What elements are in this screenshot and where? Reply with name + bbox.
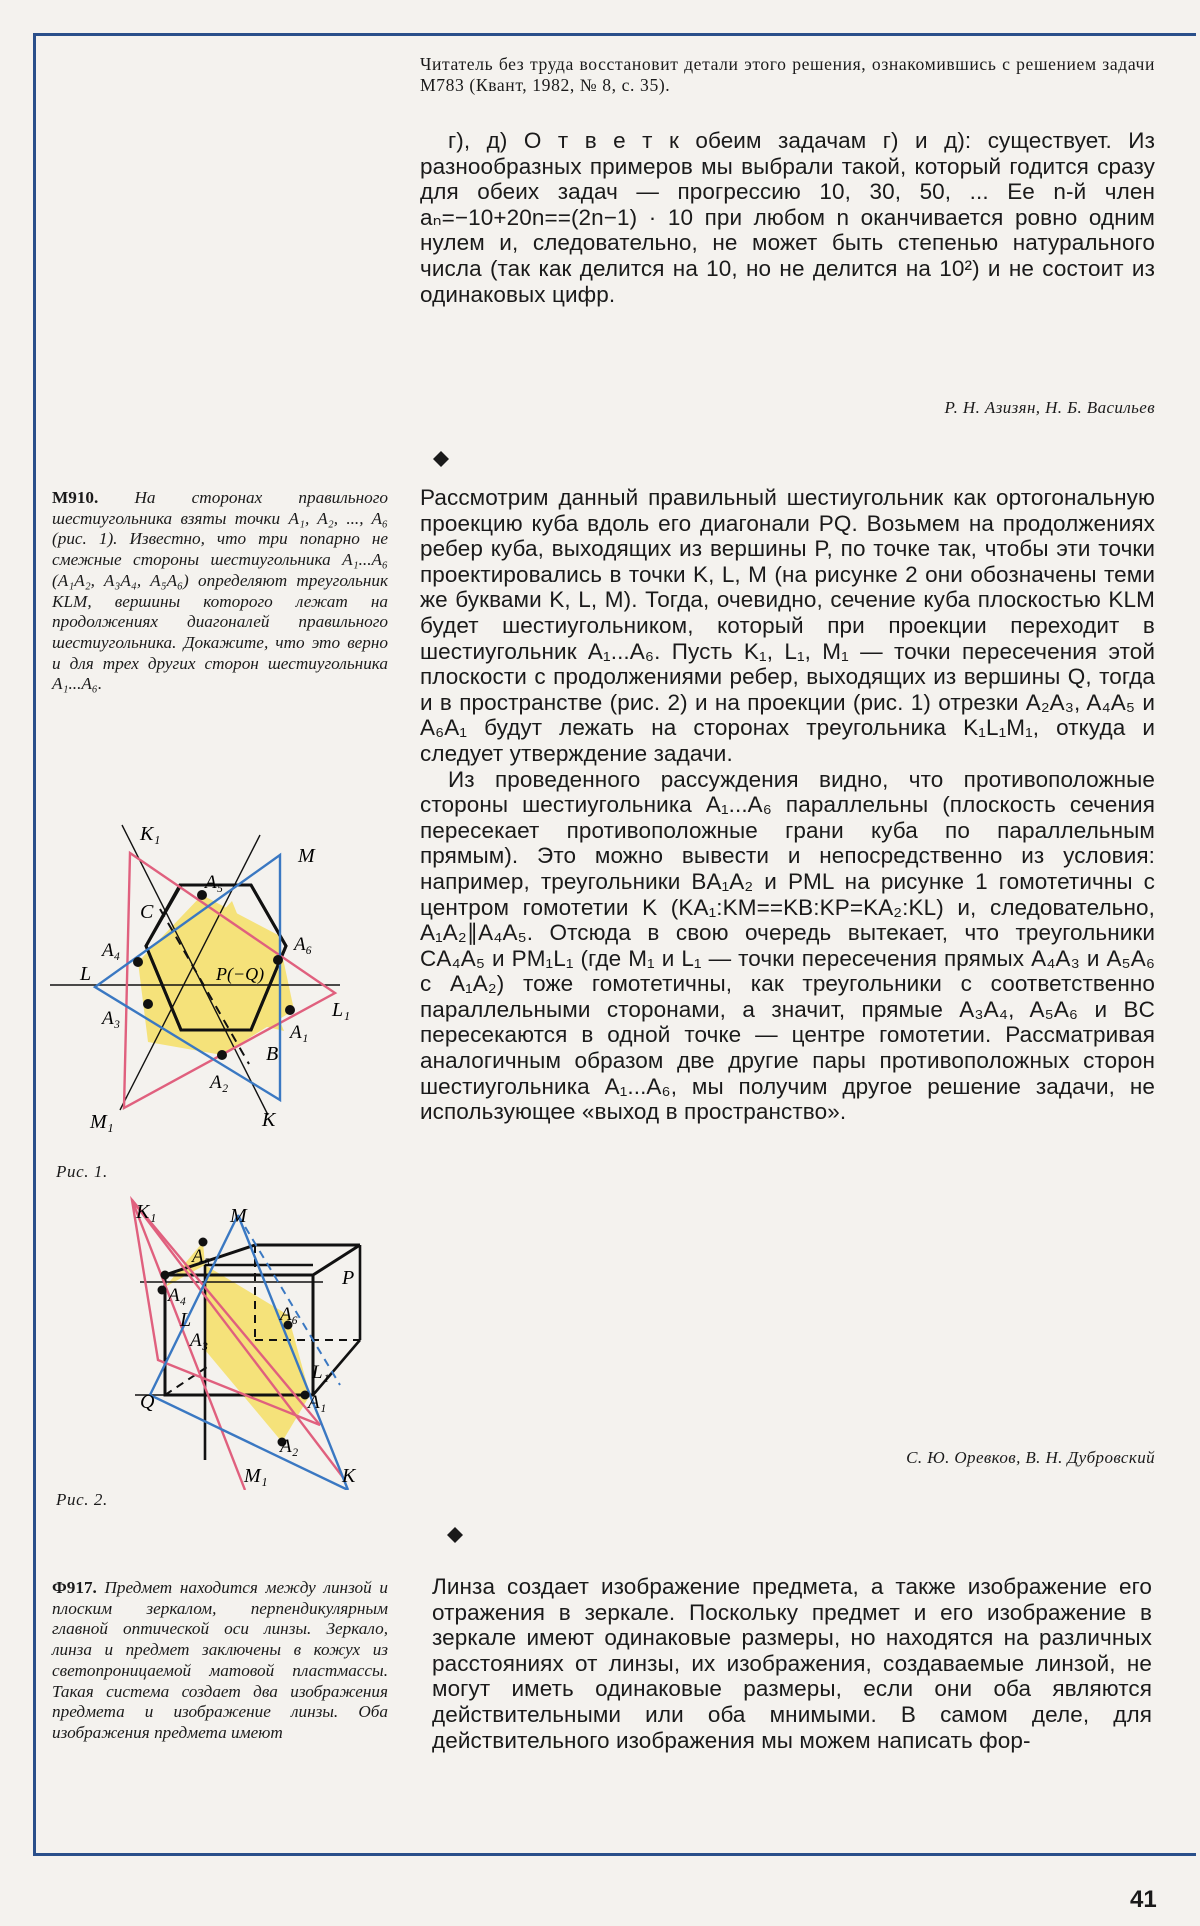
fig2-label-L1: L₁ [312, 1362, 330, 1383]
m910-text: На сторонах правильного шестиугольника взяты точки A₁, A₂, ..., A₆ (рис. 1). Известно, что три попарно не смежные стороны шестиугольника A₁...A₆ (A₁A₂, A₃A₄, A₅A₆) определяют треугольник KLM, вершины которого лежат на продолжениях диагоналей правильного шестиугольника. Докажите, что это верно и для трех других сторон шестиугольника A₁...A₆. [52, 488, 389, 694]
fig1-label-A1: A₁ [290, 1022, 309, 1043]
fig1-label-A2: A₂ [210, 1072, 229, 1093]
signature-1: Р. Н. Азизян, Н. Б. Васильев [944, 398, 1155, 417]
f917-solution-text: Линза создает изображение предмета, а также изображение его отражения в зеркале. Поскольку предмет и его изображение в зеркале имеют одинаковые размеры, но находятся на различных расстояниях от линзы, их изображения, создаваемые линзой, не могут иметь одинаковые размеры, если они оба являются действительными или оба мнимыми. В самом деле, для действительного изображения мы можем написать фор- [432, 1574, 1152, 1753]
figure-2 [40, 1190, 390, 1490]
page-number: 41 [1130, 1886, 1157, 1913]
section-divider-icon [446, 1526, 464, 1544]
fig2-label-L: L [180, 1309, 192, 1331]
fig2-label-P: P [342, 1267, 355, 1289]
fig2-label-A4: A₄ [168, 1285, 187, 1306]
fig2-label-M: M [230, 1205, 247, 1227]
fig2-label-A2: A₂ [280, 1436, 299, 1457]
fig1-label-A6: A₆ [294, 934, 313, 955]
fig2-geometry [132, 1200, 360, 1490]
fig1-label-L1: L₁ [332, 999, 351, 1021]
fig1-label-PQ: P(−Q) [216, 964, 265, 984]
fig1-label-L: L [80, 963, 92, 985]
fig1-label-M: M [298, 845, 315, 867]
m910-problem [52, 488, 388, 695]
fig1-label-K1: K₁ [140, 823, 161, 845]
f917-problem [52, 1578, 388, 1744]
m910-solution-p2: Из проведенного рассуждения видно, что противоположные стороны шестиугольника A₁...A₆ параллельны (плоскость сечения пересекает противоположные грани куба по параллельным прямым). Это можно вывести и непосредственно из условия: например, треугольники BA₁A₂ и PML на рисунке 1 гомотетичны с центром гомотетии K (KA₁:KM==KB:KP=KA₂:KL) и, следовательно, A₁A₂∥A₄A₅. Отсюда в свою очередь вытекает, что треугольники CA₄A₅ и PM₁L₁ (где M₁ и L₁ — точки пересечения прямых A₄A₃ и A₅A₆ с A₁A₂) тоже гомотетичны, как треугольники с соответственно параллельными сторонами, а значит, прямые A₃A₄, A₅A₆ и BC пересекаются в одной точке — центре гомотетии. Рассматривая аналогичным образом две другие пары противоположных сторон шестиугольника A₁...A₆, мы получим другое решение задачи, не использующее «выход в пространство». [420, 766, 1155, 1125]
section-divider-icon [432, 450, 450, 468]
figure-1-caption: Рис. 1. [56, 1162, 108, 1181]
figure-2-caption: Рис. 2. [56, 1490, 108, 1509]
m910-solution [420, 485, 1155, 1125]
fig2-label-K: K [342, 1465, 356, 1487]
f917-text: Предмет находится между линзой и плоским зеркалом, перпендикулярным главной оптической оси линзы. Зеркало, линза и предмет заключены в кожух из светопроницаемой матовой пластмассы. Такая система создает два изображения предмета и изображение линзы. Оба изображения предмета имеют [52, 1578, 388, 1742]
fig1-label-B: B [266, 1043, 279, 1065]
intro-note: Читатель без труда восстановит детали этого решения, ознакомившись с решением задачи М783 (Квант, 1982, № 8, с. 35). [420, 54, 1155, 95]
fig1-geometry [50, 825, 340, 1115]
f917-id: Ф917. [52, 1578, 97, 1597]
fig2-label-A6: A₆ [280, 1304, 299, 1325]
fig1-label-K: K [262, 1109, 276, 1131]
answer-text: г), д) О т в е т к обеим задачам г) и д): существует. Из разнообразных примеров мы выбрали такой, который годится сразу для обеих задач — прогрессию 10, 30, 50, ... Ее n-й член aₙ=−10+20n==(2n−1) · 10 при любом n оканчивается ровно одним нулем и, следовательно, не может быть степенью натурального числа (так как делится на 10, но не делится на 10²) и не состоит из одинаковых цифр. [420, 128, 1155, 307]
fig2-label-A3: A₃ [190, 1330, 209, 1351]
fig1-label-A5: A₅ [205, 872, 224, 893]
m910-id: М910. [52, 488, 99, 507]
answer-paragraph [420, 128, 1155, 307]
signature-2: С. Ю. Оревков, В. Н. Дубровский [906, 1448, 1155, 1467]
m910-solution-p1: Рассмотрим данный правильный шестиугольник как ортогональную проекцию куба вдоль его диагонали PQ. Возьмем на продолжениях ребер куба, выходящих из вершины P, по точке так, чтобы эти точки проектировались в точки K, L, M (на рисунке 2 они обозначены теми же буквами K, L, M). Тогда, очевидно, сечение куба плоскостью KLM будет шестиугольником, который при проекции переходит в шестиугольник A₁...A₆. Пусть K₁, L₁, M₁ — точки пересечения этой плоскости с продолжениями ребер, выходящих из вершины Q, тогда и в пространстве (рис. 2) и на проекции (рис. 1) отрезки A₂A₃, A₄A₅ и A₆A₁ будут лежать на сторонах треугольника K₁L₁M₁, откуда и следует утверждение задачи. [420, 485, 1155, 766]
fig1-label-M1: M₁ [90, 1111, 114, 1133]
figure-1 [40, 810, 390, 1140]
fig1-label-A3: A₃ [102, 1008, 121, 1029]
fig1-label-C: C [140, 901, 154, 923]
fig2-label-M1: M₁ [244, 1465, 268, 1487]
f917-solution [432, 1574, 1152, 1753]
fig2-label-A5: A₅ [192, 1246, 211, 1267]
fig2-label-Q: Q [140, 1391, 155, 1413]
fig2-label-A1: A₁ [308, 1392, 327, 1413]
fig1-label-A4: A₄ [102, 940, 121, 961]
fig2-label-K1: K₁ [136, 1201, 157, 1223]
